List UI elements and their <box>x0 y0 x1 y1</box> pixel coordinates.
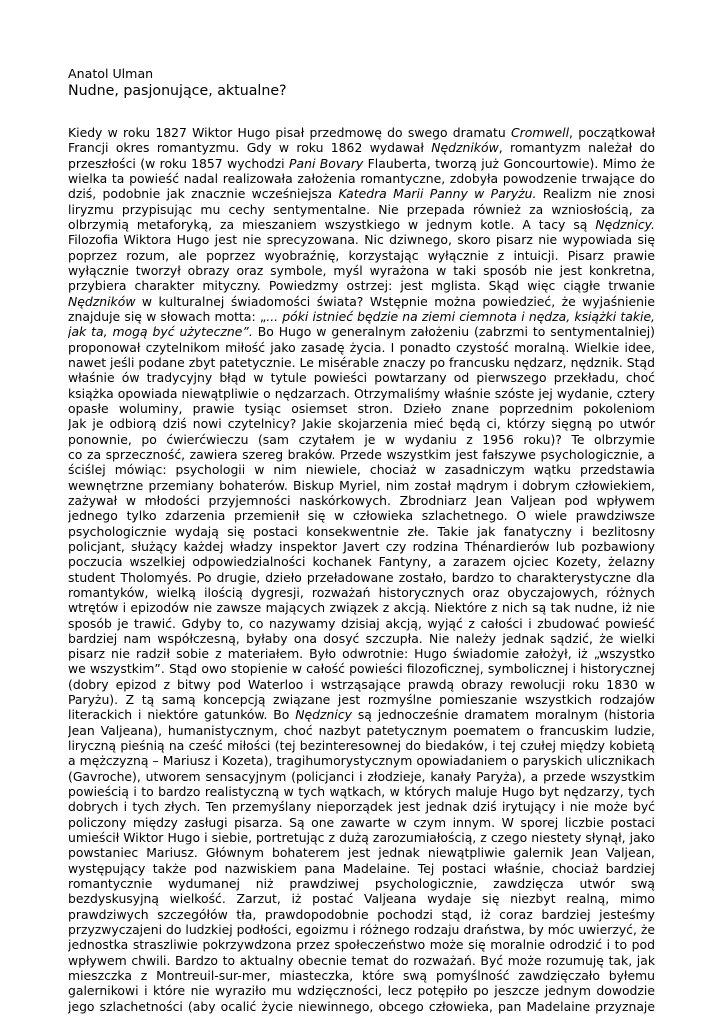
text-segment: pisarz nie radził sobie z materiałem. Było odwrotnie: Hugo świadomie założył, iż „wszystko <box>68 646 655 662</box>
text-segment: policjant, służący każdej władzy inspektor Javert czy rodzina Thénardierów lub pozbawiony <box>68 538 655 554</box>
text-line <box>68 263 655 278</box>
text-segment: Filozofia Wiktora Hugo jest nie sprecyzowana. Nic dziwnego, skoro pisarz nie wypowiada się <box>68 232 655 248</box>
italic-text: Nędzników <box>431 140 499 156</box>
text-segment: literackich i niektóre gatunków. Bo <box>68 707 296 723</box>
text-segment: romantyków, wielką ilością dygresji, rozważań historycznych oraz obyczajowych, różnych <box>68 584 655 600</box>
text-segment: przyzwyczajeni do ludzkiej podłości, egoizmu i różnego rodzaju draństwa, by móc uwierzyć, że <box>68 922 655 938</box>
text-line <box>68 631 655 646</box>
italic-text: Cromwell <box>510 125 570 140</box>
text-line <box>68 723 655 738</box>
text-line <box>68 799 655 814</box>
italic-text: ... póki istnieć będzie na ziemi ciemnota i nędza, książki takie, <box>266 308 655 324</box>
text-segment: bardziej nam współczesną, byłaby ona dosyć szczupła. Nie należy jednak sądzić, że wielki <box>68 630 655 646</box>
text-segment: ponownie, po ćwierćwieczu (sam czytałem je w wydaniu z 1956 roku)? Te olbrzymie <box>68 431 655 447</box>
text-segment: w kulturalnej świadomości świata? Wstępnie można powiedzieć, że wyjaśnienie <box>135 293 655 309</box>
text-segment: powieścią i to bardzo realistyczną w tych wątkach, w których maluje Hugo byt nędzarzy, tych <box>68 784 655 800</box>
text-segment: opasłe woluminy, prawie tysiąc osiemset stron. Dzieło znane poprzednim pokoleniom <box>68 400 655 416</box>
text-segment: (Gavroche), utworem sensacyjnym (policjanci i złodzieje, kanały Paryża), a przede wszystkim <box>68 768 655 784</box>
text-segment: Jak je odbiorą dziś nowi czytelnicy? Jakie skojarzenia mieć będą ci, którzy sięgną po utwór <box>68 416 655 432</box>
text-segment: jego szlachetności (aby ocalić życie niewinnego, obcego człowieka, pan Madelaine przyznaje <box>68 998 655 1014</box>
article-title: Nudne, pasjonujące, aktualne? <box>68 83 287 99</box>
text-line <box>68 646 655 661</box>
text-segment: wyłącznie tworzył obrazy oraz symbole, myśl wyrażona w taki sposób nie jest konkretna, <box>68 262 655 278</box>
text-segment: prawdziwych szczegółów tła, prawdopodobnie pochodzi stąd, iż coraz bardziej jesteśmy <box>68 906 655 922</box>
text-line <box>68 784 655 799</box>
text-segment: mieszczka z Montreuil-sur-mer, miasteczka, które swą pomyślność zawdzięczało byłemu <box>68 968 655 984</box>
text-segment: wtrętów i epizodów nie zawsze mających związek z akcją. Niektóre z nich są tak nudne, iż nie <box>68 600 655 616</box>
text-segment: we wszystkim”. Stąd owo stopienie w całość powieści filozoficznej, symbolicznej i historycznej <box>68 661 655 677</box>
text-line <box>68 294 655 309</box>
text-segment: romantycznie wydumanej niż prawdziwej psychologicznie, zawdzięcza utwór swą <box>68 876 655 892</box>
text-line <box>68 937 655 952</box>
text-line <box>68 478 655 493</box>
text-line <box>68 922 655 937</box>
text-line <box>68 600 655 615</box>
text-line <box>68 156 655 171</box>
text-segment: olbrzymią metaforyką, za mieszaniem wszystkiego w jednym kotle. A tacy są <box>68 216 596 232</box>
text-line <box>68 524 655 539</box>
text-line <box>68 462 655 477</box>
text-segment: proponował czytelnikom miłość jako zasadę życia. I ponadto czystość moralną. Wielkie idee, <box>68 339 655 355</box>
text-segment: poczucia wszelkiej odpowiedzialności kochanek Fantyny, a zarazem ojciec Kozety, żelazny <box>68 554 655 570</box>
text-line <box>68 202 655 217</box>
text-line <box>68 570 655 585</box>
text-segment: (dobry epizod z bitwy pod Waterloo i wstrząsające prawdą obrazy rewolucji roku 1830 w <box>68 676 655 692</box>
text-segment: wewnętrzne przemiany bohaterów. Biskup Myriel, nim został mądrym i dobrym człowiekiem, <box>68 477 655 493</box>
text-line <box>68 539 655 554</box>
text-segment: bezdyskusyjną wielkość. Zarzut, iż postać Valjeana wydaje się niezbyt realną, mimo <box>68 891 655 907</box>
text-segment: dziś, podobnie jak znacznie wcześniejsza <box>68 186 339 202</box>
text-segment: książka opowiada niewątpliwie o nędzarzach. Otrzymaliśmy właśnie szóste jej wydanie, cztery <box>68 385 655 401</box>
text-segment: wielka ta powieść nadal realizowała założenia romantyczne, zdobyła powodzenie trwające do <box>68 170 655 186</box>
text-segment: Jean Valjeana), humanistycznym, choć nazbyt patetycznym poematem o francuskim ludzie, <box>68 722 655 738</box>
text-line <box>68 386 655 401</box>
text-segment: Paryżu). Z tą samą koncepcją związane jest rozmyślne pomieszanie wszystkich rodzajów <box>68 692 655 708</box>
text-segment: są jednocześnie dramatem moralnym (historia <box>351 707 655 723</box>
text-line <box>68 953 655 968</box>
text-line <box>68 370 655 385</box>
text-line <box>68 554 655 569</box>
text-line <box>68 125 655 140</box>
article-body <box>68 125 655 1014</box>
text-segment: liryzmu przypisując mu cechy sentymentalne. Nie przepada również za wzniosłością, za <box>68 201 655 217</box>
text-line <box>68 340 655 355</box>
text-line <box>68 232 655 247</box>
italic-text: Katedra Marii Panny w Paryżu. <box>338 186 537 202</box>
text-segment: powstaniec Mariusz. Głównym bohaterem jest jednak niewątpliwie galernik Jean Valjean, <box>68 845 655 861</box>
text-segment: liryczną pieśnią na cześć miłości (tej bezinteresownej do biedaków, i tej czułej między kobietą <box>68 738 655 754</box>
text-line <box>68 432 655 447</box>
text-line <box>68 447 655 462</box>
text-line <box>68 616 655 631</box>
text-line <box>68 508 655 523</box>
text-segment: Flauberta, tworzą już Goncourtowie). Mimo że <box>363 155 655 171</box>
text-line <box>68 815 655 830</box>
text-segment: umieścił Wiktor Hugo i siebie, portretując z dużą zarozumiałością, z czego niestety słynął, jako <box>68 830 655 846</box>
text-segment: przeszłości (w roku 1857 wychodzi <box>68 155 290 171</box>
text-segment: jednego tylko zdarzenia przemienił się w człowieka szlachetnego. O wiele prawdziwsze <box>68 508 655 524</box>
text-line <box>68 677 655 692</box>
text-line <box>68 692 655 707</box>
text-line <box>68 907 655 922</box>
text-line <box>68 707 655 722</box>
text-line <box>68 876 655 891</box>
text-segment: a mężczyzną – Mariusz i Kozeta), tragihumorystycznym opowiadaniem o paryskich ulicznikach <box>68 753 655 769</box>
text-line <box>68 278 655 293</box>
text-segment: zażywał w młodości przyjemności naskórkowych. Zbrodniarz Jean Valjean pod wpływem <box>68 492 655 508</box>
text-segment: znajduje się w słowach motta: „ <box>68 308 267 324</box>
text-line <box>68 585 655 600</box>
text-segment: co za sprzeczność, zawiera szereg braków. Przede wszystkim jest fałszywe psychologicznie, a <box>68 446 655 462</box>
text-line <box>68 999 655 1014</box>
text-line <box>68 217 655 232</box>
text-line <box>68 324 655 339</box>
text-segment: ściślej mówiąc: psychologii w nim niewiele, chociaż w zasadniczym wątku przedstawia <box>68 462 655 478</box>
italic-text: Nędzników <box>68 293 136 309</box>
text-segment: Realizm nie znosi <box>536 186 655 202</box>
italic-text: Nędznicy. <box>595 216 655 232</box>
text-line <box>68 416 655 431</box>
text-line <box>68 861 655 876</box>
text-segment: galernikowi i które nie wyraziło mu wdzięczności, lecz potępiło po jeszcze jednym dowodzie <box>68 983 655 999</box>
text-segment: , romantyzm należał do <box>498 140 655 156</box>
text-line <box>68 186 655 201</box>
text-segment: psychologicznie wydają się postaci konsekwentnie złe. Takie jak fanatyczny i bezlitosny <box>68 523 655 539</box>
text-segment: Kiedy w roku 1827 Wiktor Hugo pisał przedmowę do swego dramatu <box>68 125 511 140</box>
text-segment: wpływem chwili. Bardzo to aktualny obecnie temat do rozważań. Być może rozumuję tak, jak <box>68 952 655 968</box>
text-segment: jednostka straszliwie pokrzywdzona przez społeczeństwo może się moralnie odrodzić i to pod <box>68 937 655 953</box>
italic-text: Nędznicy <box>295 707 352 723</box>
text-line <box>68 983 655 998</box>
text-line <box>68 769 655 784</box>
text-segment: nawet jeśli podane zbyt patetycznie. Le misérable znaczy po francusku nędzarz, nędznik. Stąd <box>68 354 655 370</box>
text-line <box>68 355 655 370</box>
text-line <box>68 309 655 324</box>
text-segment: student Tholomyés. Po drugie, dzieło przeładowane zostało, bardzo to charakterystyczne dla <box>68 569 655 585</box>
text-line <box>68 738 655 753</box>
text-line <box>68 248 655 263</box>
text-segment: występujący także pod nazwiskiem pana Madelaine. Tej postaci właśnie, chociaż bardziej <box>68 860 655 876</box>
author-name: Anatol Ulman <box>68 66 154 81</box>
text-line <box>68 753 655 768</box>
text-segment: sposób je trawić. Gdyby to, co nazywamy dzisiaj akcją, wyjąć z całości i zbudować powieść <box>68 615 655 631</box>
text-line <box>68 401 655 416</box>
italic-text: Pani Bovary <box>289 155 364 171</box>
text-segment: Francji okres romantyzmu. Gdy w roku 1862 wydawał <box>68 140 432 156</box>
text-segment: policzony między zasługi pisarza. Są one zawarte w czym innym. W sporej liczbie postaci <box>68 814 655 830</box>
text-segment: Bo Hugo w generalnym założeniu (zabrzmi to sentymentalniej) <box>252 324 655 340</box>
text-line <box>68 830 655 845</box>
text-line <box>68 171 655 186</box>
text-line <box>68 140 655 155</box>
text-line <box>68 891 655 906</box>
text-line <box>68 845 655 860</box>
text-line <box>68 493 655 508</box>
text-segment: właśnie ów tradycyjny błąd w tytule powieści powtarzany od pierwszego przekładu, choć <box>68 370 655 386</box>
text-segment: dobrych i tych złych. Ten przemyślany nieporządek jest jednak dziś irytujący i nie może być <box>68 799 655 815</box>
text-line <box>68 968 655 983</box>
text-segment: przybiera charakter mityczny. Powiedzmy ostrzej: jest mglista. Skąd więc ciągłe trwanie <box>68 278 655 294</box>
text-line <box>68 661 655 676</box>
italic-text: jak ta, mogą być użyteczne”. <box>68 324 253 340</box>
text-segment: poprzez rozum, ale poprzez wyobraźnię, korzystając wyłącznie z intuicji. Pisarz prawie <box>68 247 655 263</box>
text-segment: , początkował <box>569 125 655 140</box>
